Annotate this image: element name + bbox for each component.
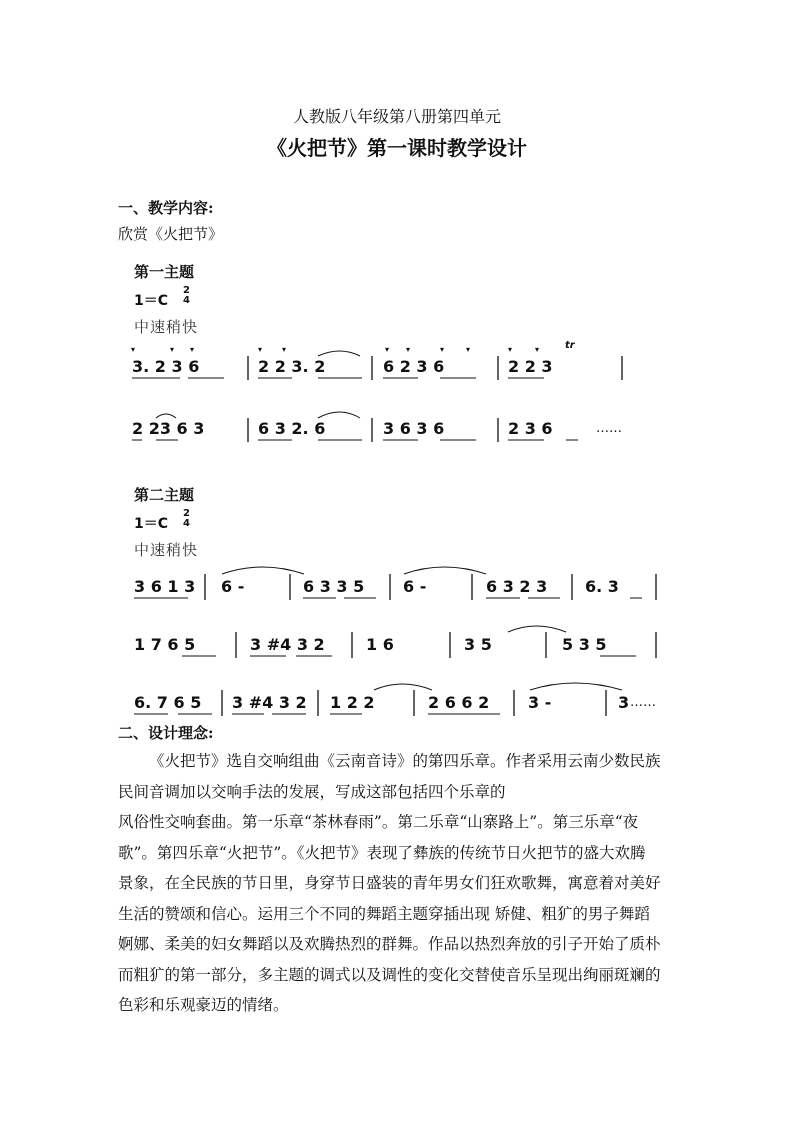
measure-9: 1 6 (366, 635, 394, 654)
theme1-ts-numerator: 2 (183, 285, 190, 296)
theme1-tempo: 中速稍快 (134, 318, 199, 336)
paragraph-line: 风俗性交响套曲。第一乐章“茶林春雨”。第二乐章“山寨路上”。第三乐章“夜 (118, 813, 639, 831)
paragraph-line: 而粗犷的第一部分，多主题的调式以及调性的变化交替使音乐呈现出绚丽斑斓的 (118, 965, 661, 984)
theme2-ts-numerator: 2 (183, 508, 190, 519)
section2-heading: 二、设计理念: (118, 724, 214, 742)
measure-17: 3 (618, 693, 630, 712)
theme2-ts-denominator: 4 (183, 518, 190, 529)
measure-7: 1 7 6 5 (134, 635, 196, 654)
document-subtitle: 人教版八年级第八册第四单元 (292, 107, 501, 126)
theme2-ellipsis: …… (630, 695, 656, 710)
measure-10: 3 5 (464, 635, 492, 654)
theme1-time-signature (183, 286, 190, 306)
theme1-key: 1＝C (134, 293, 169, 309)
theme2-notation (0, 560, 794, 720)
trill-ornament: tr (565, 340, 575, 351)
paragraph-line: 民间音调加以交响手法的发展，写成这部包括四个乐章的 (118, 782, 506, 801)
staccato-mark: ▾ (508, 345, 513, 354)
staccato-mark: ▾ (258, 345, 263, 354)
tie (374, 684, 432, 690)
measure-4: 2 2 3 (508, 357, 553, 376)
staccato-mark: ▾ (440, 345, 445, 354)
measure-1: 3. 2 3 6 (132, 357, 200, 376)
theme2-name: 第二主题 (134, 486, 195, 504)
measure-6: 6 3 2. 6 (258, 419, 326, 438)
section1-heading: 一、教学内容: (118, 199, 214, 217)
paragraph-line: 景象，在全民族的节日里，身穿节日盛装的青年男女们狂欢歌舞，寓意着对美好 (118, 874, 661, 892)
slur (156, 414, 176, 418)
theme1-name: 第一主题 (134, 263, 195, 281)
staccato-mark: ▾ (131, 345, 136, 354)
paragraph-line: 《火把节》选自交响组曲《云南音诗》的第四乐章。作者采用云南少数民族 (149, 752, 661, 770)
measure-12: 6. 7 6 5 (134, 693, 202, 712)
staccato-mark: ▾ (535, 345, 540, 354)
measure-5: 6 3 2 3 (486, 577, 548, 596)
paragraph-line: 歌”。第四乐章“火把节”。《火把节》表现了彝族的传统节日火把节的盛大欢腾 (118, 843, 646, 862)
measure-8: 3 #4 3 2 (250, 635, 325, 654)
paragraph-line: 生活的赞颂和信心。运用三个不同的舞蹈主题穿插出现 矫健、粗犷的男子舞蹈 (118, 904, 650, 923)
tie (404, 567, 486, 574)
tie (508, 626, 566, 632)
measure-2: 2 2 3. 2 (258, 357, 326, 376)
measure-13: 3 #4 3 2 (232, 693, 307, 712)
measure-3: 6 3 3 5 (303, 577, 365, 596)
theme2-time-signature (183, 509, 190, 529)
measure-2: 6 - (221, 577, 245, 596)
staccato-mark: ▾ (170, 345, 175, 354)
staccato-mark: ▾ (406, 345, 411, 354)
document-title: 《火把节》第一课时教学设计 (267, 136, 527, 160)
measure-5: 2 23 6 3 (132, 419, 205, 438)
design-concept-paragraph (118, 746, 678, 1021)
paragraph-line: 婀娜、柔美的妇女舞蹈以及欢腾热烈的群舞。作品以热烈奔放的引子开始了质朴 (118, 935, 661, 953)
measure-16: 3 - (528, 693, 552, 712)
tie (222, 567, 304, 574)
theme1-notation (0, 330, 794, 450)
staccato-mark: ▾ (385, 345, 390, 354)
staccato-mark: ▾ (190, 345, 195, 354)
theme1-ts-denominator: 4 (183, 295, 190, 306)
measure-11: 5 3 5 (562, 635, 607, 654)
measure-1: 3 6 1 3 (134, 577, 196, 596)
measure-3: 6 2 3 6 (383, 357, 445, 376)
measure-8: 2 3 6 (508, 419, 553, 438)
section1-content: 欣赏《火把节》 (118, 225, 224, 243)
measure-15: 2 6 6 2 (428, 693, 490, 712)
theme2-key: 1＝C (134, 516, 169, 532)
slur (318, 412, 360, 418)
staccato-mark: ▾ (282, 345, 287, 354)
theme2-tempo: 中速稍快 (134, 541, 199, 559)
measure-4: 6 - (403, 577, 427, 596)
measure-6: 6. 3 (585, 577, 619, 596)
measure-7: 3 6 3 6 (383, 419, 445, 438)
slur (318, 351, 360, 356)
theme1-ellipsis: …… (596, 421, 622, 436)
measure-14: 1 2 2 (330, 693, 375, 712)
staccato-mark: ▾ (466, 345, 471, 354)
paragraph-line: 色彩和乐观豪迈的情绪。 (118, 996, 289, 1014)
tie (530, 683, 622, 690)
